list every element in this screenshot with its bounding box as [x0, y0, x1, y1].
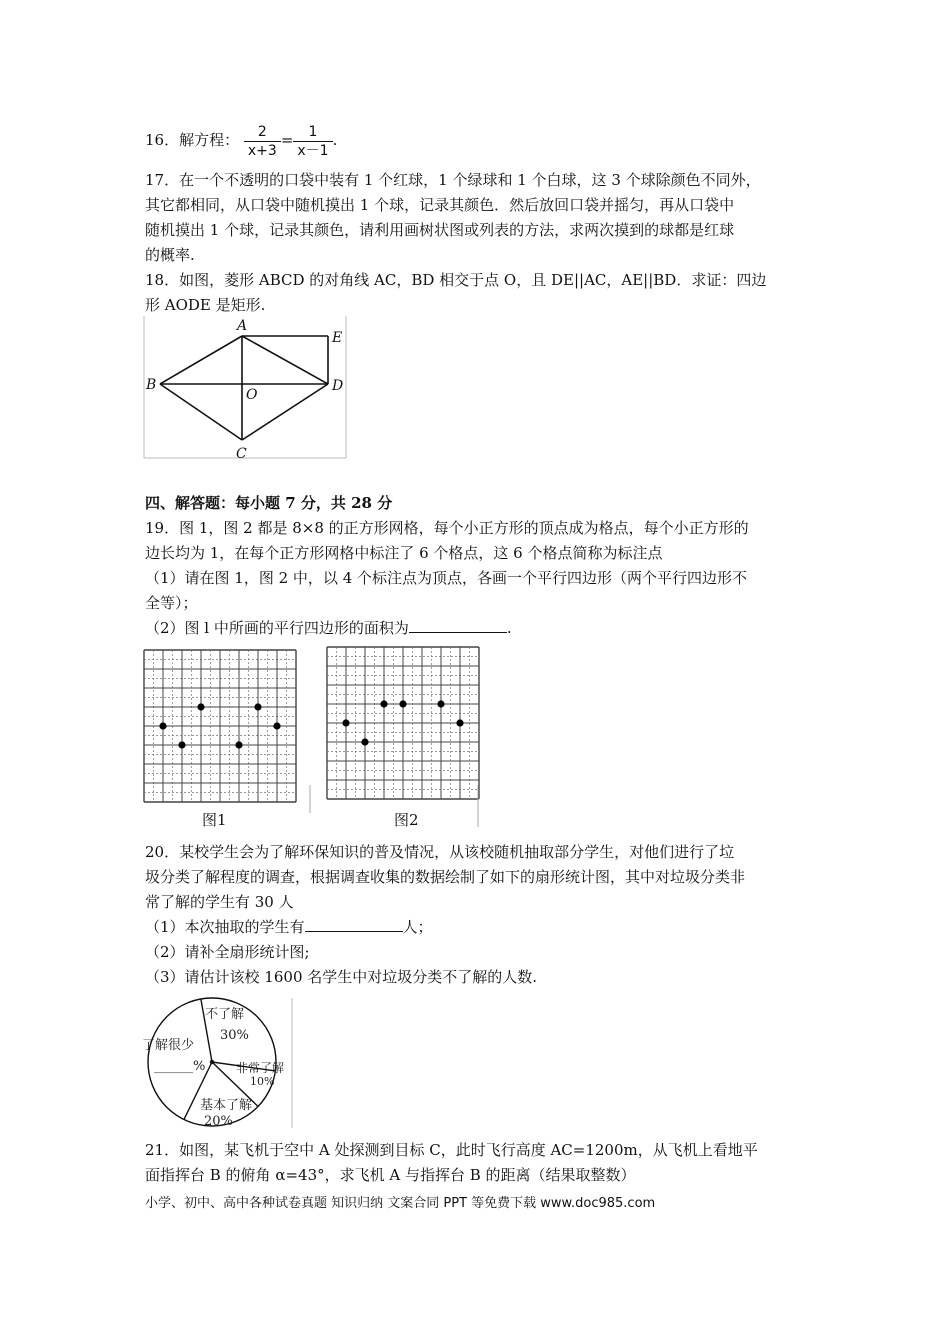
side-ad	[242, 336, 328, 384]
question-19	[145, 516, 805, 641]
lattice-point	[399, 700, 406, 707]
q17-line: 的概率.	[145, 246, 195, 264]
label-o: O	[246, 387, 258, 403]
slice-value: 30%	[220, 1028, 249, 1043]
q17-line: 其它都相同，从口袋中随机摸出 1 个球，记录其颜色．然后放回口袋并摇匀，再从口袋中	[145, 196, 735, 214]
label-b: B	[146, 377, 157, 393]
q21-line: 面指挥台 B 的俯角 α=43°，求飞机 A 与指挥台 B 的距离（结果取整数）	[145, 1166, 636, 1184]
slice-value: 10%	[250, 1075, 275, 1088]
fraction-left-denominator: x+3	[247, 142, 277, 159]
q17-line: 17．在一个不透明的口袋中装有 1 个红球，1 个绿球和 1 个白球，这 3 个球除颜色不同外，	[145, 171, 761, 189]
q20-part2: （2）请补全扇形统计图;	[145, 943, 310, 961]
q20-part3: （3）请估计该校 1600 名学生中对垃圾分类不了解的人数.	[145, 968, 538, 986]
pie-center	[210, 1060, 214, 1064]
grid-figures	[142, 645, 482, 830]
lattice-point	[456, 719, 463, 726]
q19-part2	[145, 616, 805, 641]
lattice-point	[197, 703, 204, 710]
lattice-point	[254, 703, 261, 710]
lattice-point	[235, 741, 242, 748]
section-heading: 四、解答题：每小题 7 分，共 28 分	[145, 494, 393, 512]
pie-chart	[142, 996, 302, 1130]
grid-figure-1	[144, 650, 296, 802]
q19-part2-end: .	[506, 619, 512, 637]
q18-line: 形 AODE 是矩形.	[145, 296, 266, 314]
question-17	[145, 168, 805, 268]
q20-line: 20．某校学生会为了解环保知识的普及情况，从该校随机抽取部分学生，对他们进行了垃	[145, 843, 735, 861]
equals-sign: =	[280, 131, 294, 149]
question-16	[145, 118, 805, 162]
q20-part1-text: （1）本次抽取的学生有	[145, 918, 305, 936]
lattice-point	[273, 722, 280, 729]
q18-line: 18．如图，菱形 ABCD 的对角线 AC，BD 相交于点 O，且 DE||AC，AE||BD．求证：四边	[145, 271, 767, 289]
q20-line: 圾分类了解程度的调查，根据调查收集的数据绘制了如下的扇形统计图，其中对垃圾分类非	[145, 868, 746, 886]
page-footer: 小学、初中、高中各种试卷真题 知识归纳 文案合同 PPT 等免费下载 www.doc985.com	[145, 1196, 656, 1211]
question-21	[145, 1138, 805, 1188]
answer-blank-area[interactable]	[409, 616, 507, 633]
q19-line: （1）请在图 1，图 2 中，以 4 个标注点为顶点，各画一个平行四边形（两个平行四边形不	[145, 569, 748, 587]
q20-line: 常了解的学生有 30 人	[145, 893, 294, 911]
side-ab	[160, 336, 242, 384]
slice-label: 非常了解	[236, 1061, 285, 1075]
q16-prefix: 16．解方程：	[145, 131, 240, 149]
fraction-left	[244, 123, 281, 160]
slice-label: 不了解	[205, 1007, 245, 1022]
q19-part2-text: （2）图 l 中所画的平行四边形的面积为	[145, 619, 409, 637]
label-c: C	[236, 446, 247, 462]
question-18	[145, 268, 805, 318]
lattice-point	[361, 738, 368, 745]
lattice-point	[178, 741, 185, 748]
slice-value: ______%	[154, 1059, 206, 1074]
fraction-left-numerator: 2	[244, 123, 281, 142]
q16-end: .	[332, 131, 338, 149]
rhombus-figure	[140, 316, 350, 464]
lattice-point	[380, 700, 387, 707]
q19-line: 19．图 1，图 2 都是 8×8 的正方形网格，每个小正方形的顶点成为格点，每个小正方形的	[145, 519, 749, 537]
fraction-right-numerator: 1	[293, 123, 332, 142]
q19-line: 全等）；	[145, 594, 198, 612]
question-20	[145, 840, 805, 990]
q20-part1	[145, 915, 805, 940]
lattice-point	[159, 722, 166, 729]
lattice-point	[437, 700, 444, 707]
label-e: E	[332, 330, 343, 346]
side-cb	[160, 384, 242, 440]
slice-label: 基本了解	[200, 1098, 253, 1113]
fig2-label: 图2	[394, 811, 419, 829]
label-a: A	[237, 318, 248, 334]
q19-line: 边长均为 1，在每个正方形网格中标注了 6 个格点，这 6 个格点简称为标注点	[145, 544, 663, 562]
q20-part1-end: 人；	[402, 918, 433, 936]
lattice-point	[342, 719, 349, 726]
fraction-right	[293, 123, 332, 160]
fig1-label: 图1	[202, 811, 227, 829]
slice-value: 20%	[204, 1114, 233, 1129]
label-d: D	[332, 378, 344, 394]
q21-line: 21．如图，某飞机于空中 A 处探测到目标 C，此时飞行高度 AC=1200m，从飞机上看地平	[145, 1141, 758, 1159]
fraction-right-denominator: x－1	[297, 142, 329, 159]
slice-label: 了解很少	[142, 1038, 195, 1053]
answer-blank-students[interactable]	[305, 915, 403, 932]
grid-figure-2	[327, 647, 479, 799]
q17-line: 随机摸出 1 个球，记录其颜色，请利用画树状图或列表的方法，求两次摸到的球都是红球	[145, 221, 735, 239]
